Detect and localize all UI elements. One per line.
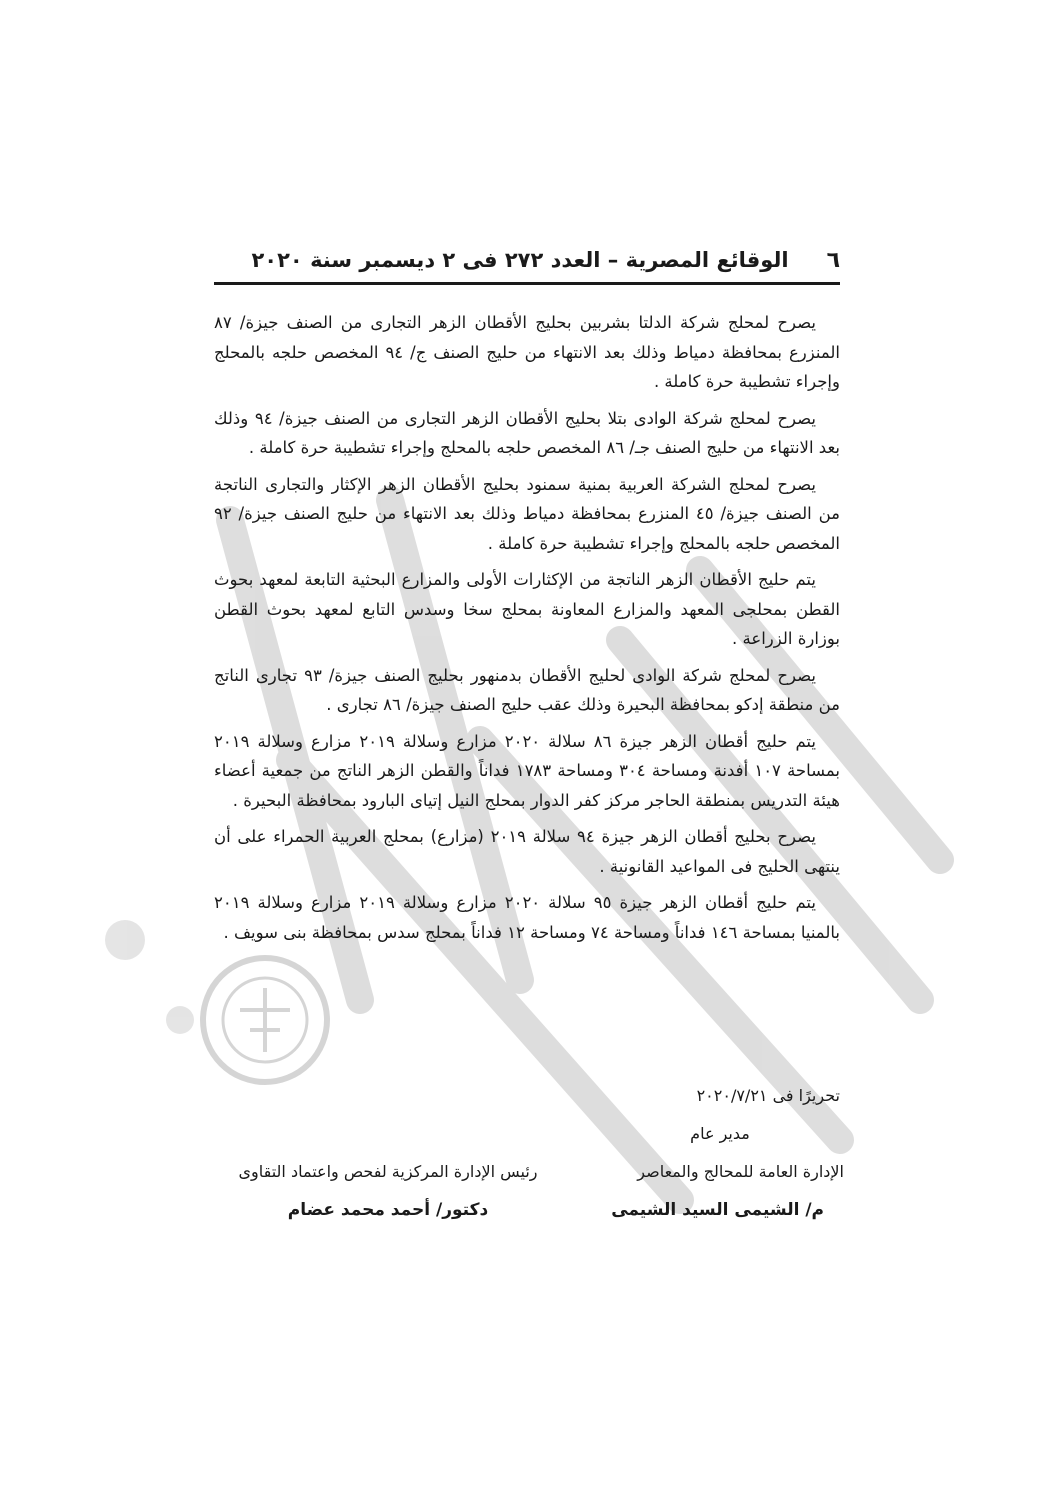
gazette-title: الوقائع المصرية – العدد ٢٧٢ فى ٢ ديسمبر سنة ٢٠٢٠ [251,248,789,272]
paragraph: يصرح لمحلج الشركة العربية بمنية سمنود بحليج الأقطان الزهر الإكثار والتجارى الناتجة من الصنف جيزة/ ٤٥ المنزرع بمحافظة دمياط وذلك بعد الانتهاء من حليج الصنف جيزة/ ٩٢ المخصص حلجه بالمحلج وإجراء تشطيبة حرة كاملة . [214,474,840,553]
paragraph: يتم حليج أقطان الزهر جيزة ٩٥ سلالة ٢٠٢٠ مزارع وسلالة ٢٠١٩ مزارع وسلالة ٢٠١٩ بالمنيا بمساحة ١٤٦ فداناً ومساحة ٧٤ ومساحة ١٢ فداناً بمحلج سدس بمحافظة بنى سويف . [214,893,840,942]
paragraph: يتم حليج أقطان الزهر جيزة ٨٦ سلالة ٢٠٢٠ مزارع وسلالة ٢٠١٩ مزارع وسلالة ٢٠١٩ بمساحة ١٠٧ أفدنة ومساحة ٣٠٤ ومساحة ١٧٨٣ فداناً والقطن الزهر الناتج من جمعية أعضاء هيئة التدريس بمنطقة الحاجر مركز كفر الدوار بمحلج النيل إتياى البارود بمحافظة البحيرة . [214,731,841,810]
issue-date: تحريرًا فى ٢٠٢٠/٧/٢١ [696,1086,840,1105]
document-body [214,308,840,954]
paragraph: يصرح لمحلج شركة الوادى بتلا بحليج الأقطان الزهر التجارى من الصنف جيزة/ ٩٤ وذلك بعد الانتهاء من حليج الصنف جـ/ ٨٦ المخصص حلجه بالمحلج وإجراء تشطيبة حرة كاملة . [214,408,840,457]
page-number: ٦ [826,247,840,273]
signature-title: مدير عام [690,1124,750,1143]
signature-left-department: رئيس الإدارة المركزية لفحص واعتماد التقاوى [238,1162,538,1181]
paragraph: يصرح لمحلج شركة الوادى لحليج الأقطان بدمنهور بحليج الصنف جيزة/ ٩٣ تجارى الناتج من منطقة إدكو بمحافظة البحيرة وذلك عقب حليج الصنف جيزة/ ٨٦ تجارى . [214,665,840,714]
paragraph: يتم حليج الأقطان الزهر الناتجة من الإكثارات الأولى والمزارع البحثية التابعة لمعهد بحوث القطن بمحلجى المعهد والمزارع المعاونة بمحلج سخا وسدس التابع لمعهد بحوث القطن بوزارة الزراعة . [214,570,840,648]
signature-right-department: الإدارة العامة للمحالج والمعاصر [637,1162,844,1181]
paragraph: يصرح بحليج أقطان الزهر جيزة ٩٤ سلالة ٢٠١٩ (مزارع) بمحلج العربية الحمراء على أن ينتهى الحليج فى المواعيد القانونية . [214,827,840,876]
paragraph: يصرح لمحلج شركة الدلتا بشربين بحليج الأقطان الزهر التجارى من الصنف جيزة/ ٨٧ المنزرع بمحافظة دمياط وذلك بعد الانتهاء من حليج الصنف ج/ ٩٤ المخصص حلجه بالمحلج وإجراء تشطيبة حرة كاملة . [214,313,841,391]
seal-icon [203,958,327,1082]
signature-left-name: دكتور/ أحمد محمد عضام [287,1200,489,1220]
signature-right-name: م/ الشيمى السيد الشيمى [611,1200,824,1220]
page-header [214,238,840,285]
